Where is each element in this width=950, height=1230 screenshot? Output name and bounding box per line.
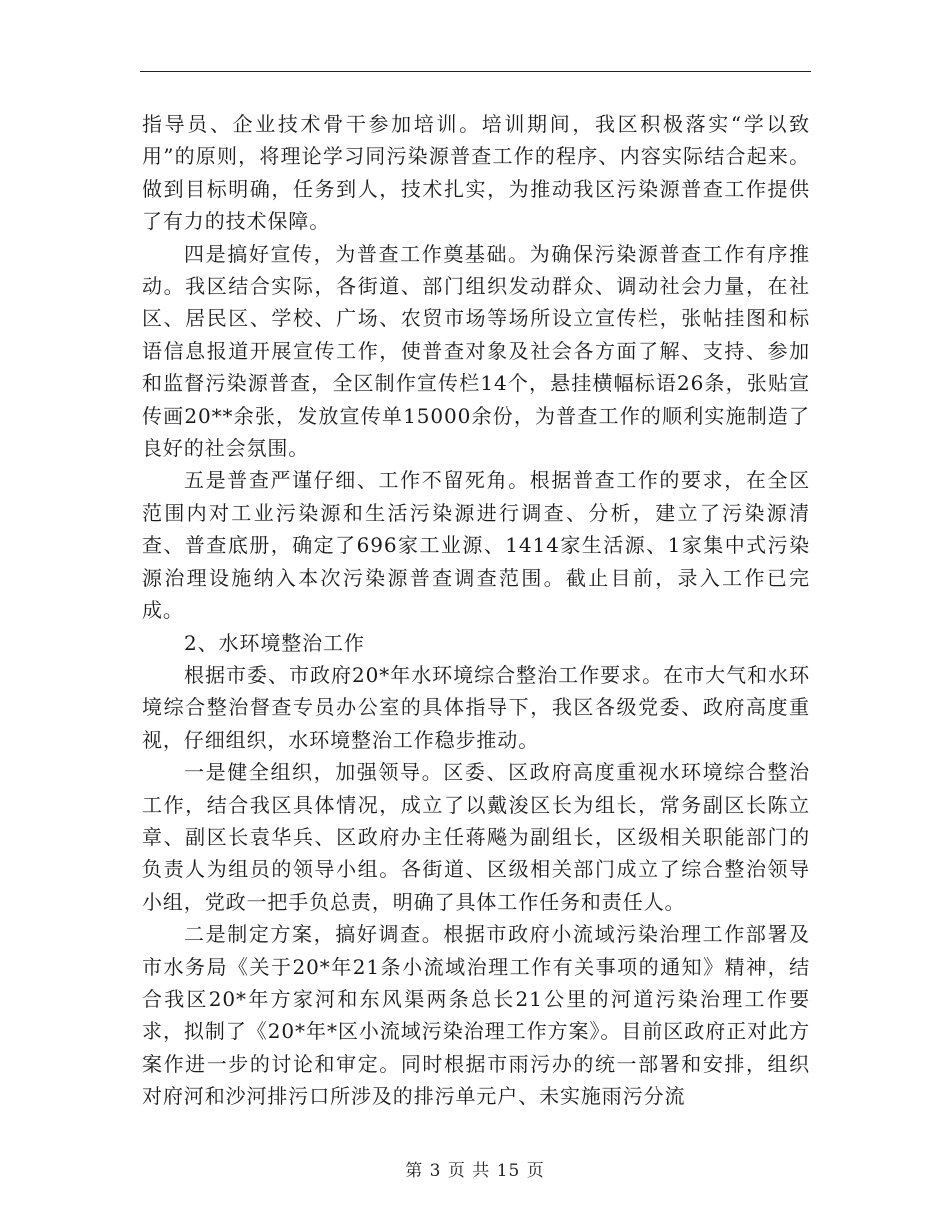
- paragraph-publicity: 四是搞好宣传，为普查工作奠基础。为确保污染源普查工作有序推动。我区结合实际，各街道、部门组织发动群众、调动社会力量，在社区、居民区、学校、广场、农贸市场等场所设立宣传栏，张帖挂图和标语信息报道开展宣传工作，使普查对象及社会各方面了解、支持、参加和监督污染源普查，全区制作宣传栏14个，悬挂横幅标语26条，张贴宣传画20**余张，发放宣传单15000余份，为普查工作的顺利实施制造了良好的社会氛围。: [142, 241, 810, 461]
- document-body: [142, 108, 810, 1113]
- paragraph-water-intro: 根据市委、市政府20*年水环境综合整治工作要求。在市大气和水环境综合整治督查专员办公室的具体指导下，我区各级党委、政府高度重视，仔细组织，水环境整治工作稳步推动。: [142, 662, 810, 752]
- paragraph-survey: 五是普查严谨仔细、工作不留死角。根据普查工作的要求，在全区范围内对工业污染源和生活污染源进行调查、分析，建立了污染源清查、普查底册，确定了696家工业源、1414家生活源、1家集中式污染源治理设施纳入本次污染源普查调查范围。截止目前，录入工作已完成。: [142, 468, 810, 623]
- paragraph-plan: 二是制定方案，搞好调查。根据市政府小流域污染治理工作部署及市水务局《关于20*年21条小流域治理工作有关事项的通知》精神，结合我区20*年方家河和东风渠两条总长21公里的河道污染治理工作要求，拟制了《20*年*区小流域污染治理工作方案》。目前区政府正对此方案作进一步的讨论和审定。同时根据市雨污办的统一部署和安排，组织对府河和沙河排污口所涉及的排污单元户、未实施雨污分流: [142, 922, 810, 1109]
- section-heading-water: 2、水环境整治工作: [184, 630, 365, 655]
- paragraph-organization: 一是健全组织，加强领导。区委、区政府高度重视水环境综合整治工作，结合我区具体情况，成立了以戴浚区长为组长，常务副区长陈立章、副区长袁华兵、区政府办主任蒋飚为副组长，区级相关职能部门的负责人为组员的领导小组。各街道、区级相关部门成立了综合整治领导小组，党政一把手负总责，明确了具体工作任务和责任人。: [142, 760, 810, 914]
- paragraph-training: 指导员、企业技术骨干参加培训。培训期间，我区积极落实“学以致用”的原则，将理论学习同污染源普查工作的程序、内容实际结合起来。做到目标明确，任务到人，技术扎实，为推动我区污染源普查工作提供了有力的技术保障。: [142, 112, 810, 234]
- header-rule: [140, 71, 811, 72]
- page-number: 第 3 页 共 15 页: [405, 1161, 545, 1181]
